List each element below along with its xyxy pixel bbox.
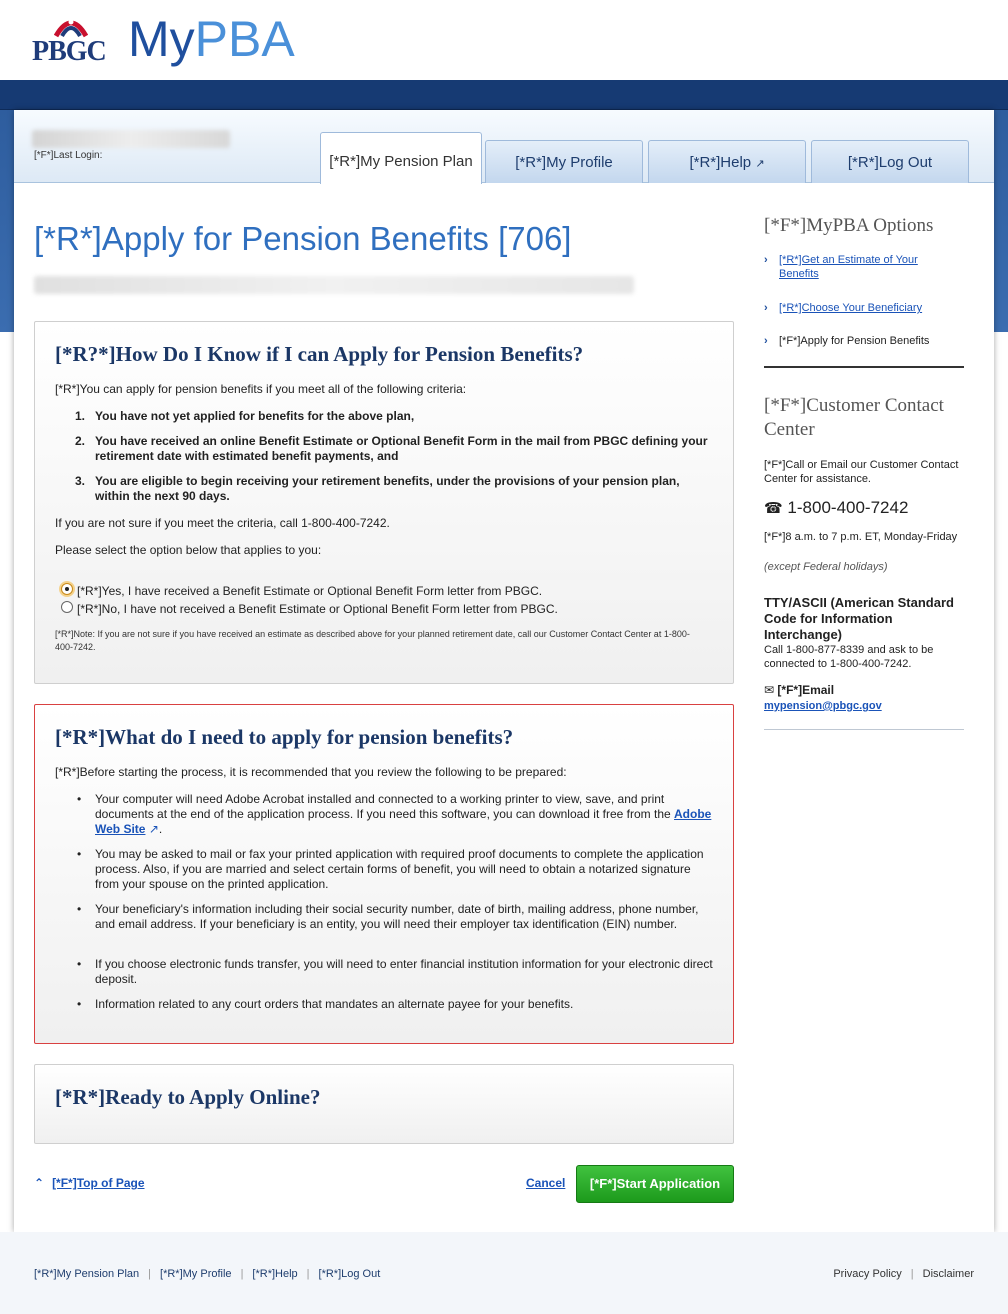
site-header <box>0 0 1008 80</box>
phone-number[interactable] <box>764 497 964 520</box>
user-name-redacted <box>32 130 230 148</box>
footer-separator: | <box>306 1268 310 1280</box>
start-application-button[interactable]: [*F*]Start Application <box>576 1165 734 1203</box>
footer-separator: | <box>910 1268 914 1280</box>
footer-separator: | <box>240 1268 244 1280</box>
email-link-wrap <box>764 699 964 713</box>
list-item-text: Information related to any court orders that mandates an alternate payee for your benefits. <box>95 997 574 1011</box>
requirements-heading: [*R*]What do I need to apply for pension benefits? <box>55 725 514 749</box>
tab-label: [*R*]Log Out <box>847 154 933 171</box>
radio-no[interactable] <box>61 601 73 613</box>
tab-label: [*R*]My Profile <box>515 154 613 171</box>
radio-no-label[interactable]: [*R*]No, I have not received a Benefit Estimate or Optional Benefit Form letter from PBGC. <box>77 602 558 616</box>
select-prompt: Please select the option below that applies to you: <box>55 543 322 557</box>
privacy-policy-link[interactable]: Privacy Policy <box>833 1268 902 1280</box>
chevron-right-icon: › <box>764 302 768 314</box>
tab-my-profile[interactable] <box>485 140 643 183</box>
criteria-number: 2. <box>75 434 86 448</box>
email-label: ✉ [*F*]Email <box>764 683 835 697</box>
requirements-section <box>34 704 734 1044</box>
footer-link-pension-plan[interactable]: [*R*]My Pension Plan <box>34 1268 140 1280</box>
bullet: • <box>77 997 82 1011</box>
eligibility-heading: [*R?*]How Do I Know if I can Apply for Pension Benefits? <box>55 342 584 366</box>
chevron-up-icon: ⌃ <box>34 1176 45 1190</box>
hours-note: (except Federal holidays) <box>764 561 888 573</box>
list-item-text: You may be asked to mail or fax your printed application with required proof documents to complete the application process. Also, if you are married and select certain forms of benefit, you will need to obtain a notarized signature from your spouse on the printed application. <box>95 847 704 891</box>
bullet: • <box>77 847 82 861</box>
plan-name-redacted <box>34 276 634 294</box>
pbgc-mark <box>32 14 112 66</box>
pbgc-logo[interactable] <box>32 12 295 66</box>
brand-my: My <box>128 11 195 67</box>
sidebar-divider <box>764 729 964 730</box>
chevron-right-icon: › <box>764 335 768 347</box>
footer-right-links <box>833 1268 974 1280</box>
top-of-page-label: [*F*]Top of Page <box>52 1176 145 1190</box>
list-item-text: If you choose electronic funds transfer, you will need to enter financial institution information for your electronic direct deposit. <box>95 957 713 986</box>
footer-link-log-out[interactable]: [*R*]Log Out <box>318 1268 381 1280</box>
list-item-text: Your computer will need Adobe Acrobat installed and connected to a working printer to view, save, and print documents at the end of the application process. If you need this software, you can download it free from the Adobe Web Site ↗. <box>95 792 712 836</box>
tab-label: [*R*]Help <box>689 154 752 171</box>
radio-yes-label[interactable]: [*R*]Yes, I have received a Benefit Estimate or Optional Benefit Form letter from PBGC. <box>77 584 543 598</box>
tab-log-out[interactable] <box>811 140 969 183</box>
criteria-number: 3. <box>75 474 86 488</box>
contact-heading: [*F*]Customer Contact Center <box>764 395 944 440</box>
envelope-icon: ✉ <box>764 683 775 697</box>
disclaimer-link[interactable]: Disclaimer <box>922 1268 974 1280</box>
radio-yes[interactable] <box>61 583 73 595</box>
not-sure-text: If you are not sure if you meet the criteria, call 1-800-400-7242. <box>55 516 390 530</box>
eligibility-section <box>34 321 734 684</box>
phone-icon: ☎ <box>764 500 783 517</box>
note-text: [*R*]Note: If you are not sure if you have received an estimate as described above for your planned retirement date, call our Customer Contact Center at 1-800-400-7242. <box>55 629 690 652</box>
phone-text: 1-800-400-7242 <box>787 498 909 517</box>
email-link[interactable]: mypension@pbgc.gov <box>764 700 882 712</box>
ready-heading: [*R*]Ready to Apply Online? <box>55 1085 321 1109</box>
tabs-bar <box>14 110 994 183</box>
cancel-link[interactable]: Cancel <box>526 1176 566 1190</box>
bullet: • <box>77 902 82 916</box>
main-panel <box>14 110 994 1232</box>
footer-link-help[interactable]: [*R*]Help <box>252 1268 298 1280</box>
tab-label: [*R*]My Pension Plan <box>329 153 473 170</box>
contact-intro: [*F*]Call or Email our Customer Contact Center for assistance. <box>764 459 959 485</box>
tab-help[interactable] <box>648 140 806 183</box>
footer-links <box>34 1268 380 1280</box>
external-link-icon: ↗ <box>755 158 765 170</box>
last-login-label: [*F*]Last Login: <box>34 150 103 161</box>
ready-section <box>34 1064 734 1144</box>
pbgc-wordmark: PBGC <box>32 36 106 67</box>
top-of-page-link[interactable] <box>34 1176 145 1190</box>
adobe-web-site-link[interactable]: Adobe Web Site <box>95 807 712 836</box>
footer <box>0 1232 1008 1314</box>
mypba-wordmark <box>128 12 295 66</box>
criteria-text: You are eligible to begin receiving your retirement benefits, under the provisions of your pension plan, within the next 90 days. <box>95 474 680 503</box>
footer-link-profile[interactable]: [*R*]My Profile <box>160 1268 232 1280</box>
tty-text: Call 1-800-877-8339 and ask to be connected to 1-800-400-7242. <box>764 644 934 670</box>
hours-text: [*F*]8 a.m. to 7 p.m. ET, Monday-Friday <box>764 531 958 543</box>
external-link-icon: ↗ <box>148 822 159 836</box>
tty-heading: TTY/ASCII (American Standard Code for Information Interchange) <box>764 595 954 642</box>
sidebar-divider <box>764 366 964 368</box>
sidebar-current-apply: [*F*]Apply for Pension Benefits <box>779 335 930 347</box>
footer-separator: | <box>148 1268 152 1280</box>
chevron-right-icon: › <box>764 254 768 266</box>
tab-my-pension-plan[interactable] <box>320 132 482 184</box>
navy-band <box>0 80 1008 110</box>
bullet: • <box>77 957 82 971</box>
brand-pba: PBA <box>194 11 295 67</box>
criteria-number: 1. <box>75 409 86 423</box>
requirements-intro: [*R*]Before starting the process, it is recommended that you review the following to be prepared: <box>55 765 567 779</box>
bullet: • <box>77 792 82 806</box>
page-title: [*R*]Apply for Pension Benefits [706] <box>34 220 572 257</box>
options-heading: [*F*]MyPBA Options <box>764 215 934 236</box>
eligibility-intro: [*R*]You can apply for pension benefits if you meet all of the following criteria: <box>55 382 467 396</box>
sidebar-link-estimate[interactable]: [*R*]Get an Estimate of Your Benefits <box>779 254 918 280</box>
eagle-emblem-icon <box>54 14 88 38</box>
criteria-text: You have not yet applied for benefits for the above plan, <box>95 409 415 423</box>
criteria-text: You have received an online Benefit Estimate or Optional Benefit Form in the mail from PBGC defining your retirement date with estimated benefit payments, and <box>95 434 708 463</box>
list-item-text: Your beneficiary's information including their social security number, date of birth, mailing address, phone number, and email address. If your beneficiary is an entity, you will need their employer tax identification (EIN) number. <box>95 902 699 931</box>
sidebar-link-beneficiary[interactable]: [*R*]Choose Your Beneficiary <box>779 302 923 314</box>
